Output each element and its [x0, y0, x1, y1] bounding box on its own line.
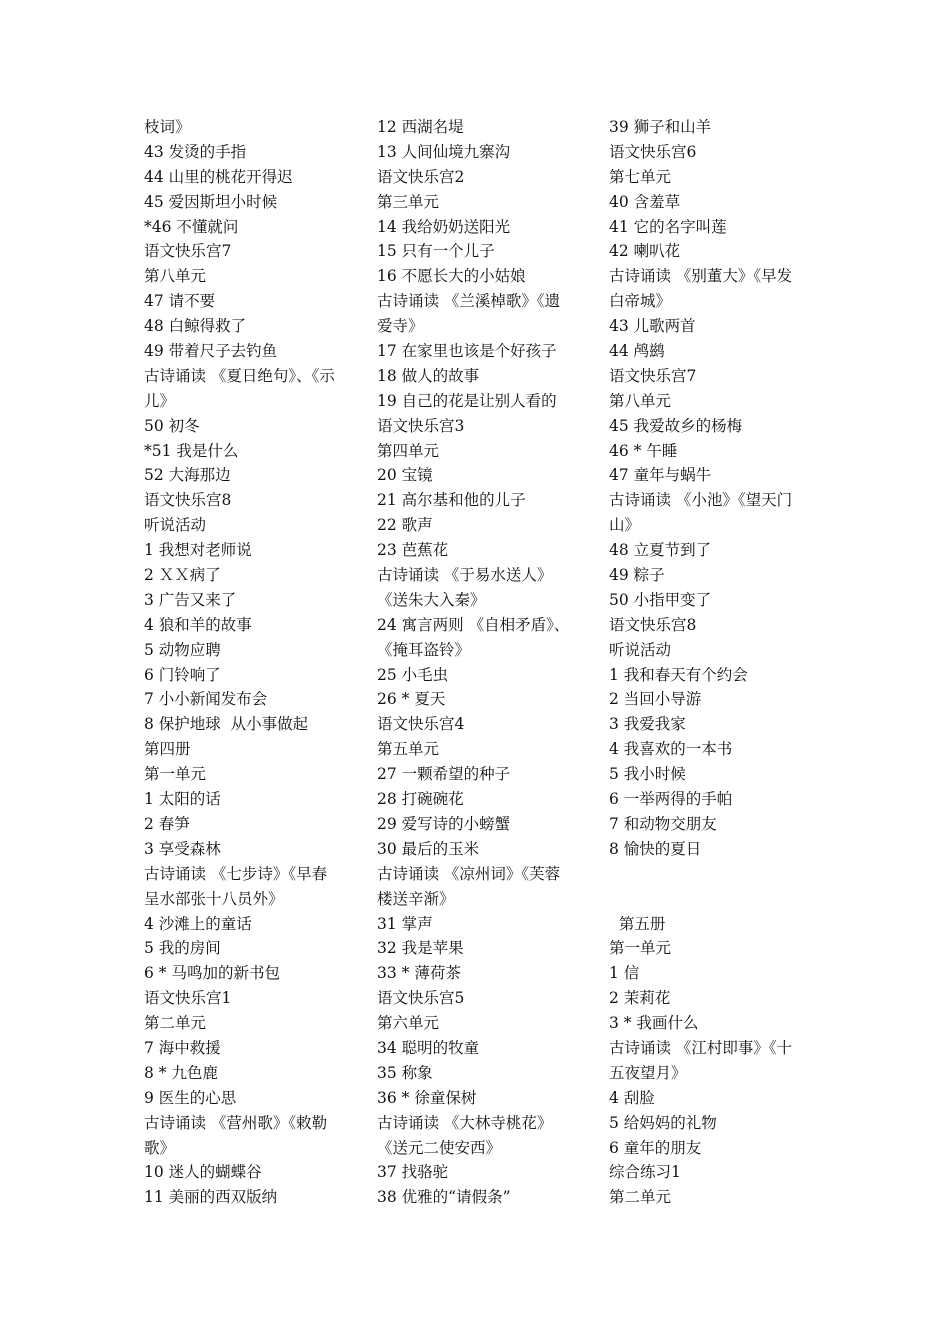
column-left [144, 115, 354, 1210]
toc-line: 44 山里的桃花开得迟 [144, 167, 293, 186]
toc-line: 3 广告又来了 [144, 590, 237, 609]
toc-line: 10 迷人的蝴蝶谷 [144, 1163, 262, 1182]
toc-line: 古诗诵读 《七步诗》《早春 [144, 864, 328, 883]
toc-line: 1 信 [609, 964, 640, 983]
toc-line: 5 我的房间 [144, 939, 221, 958]
toc-line: 7 和动物交朋友 [609, 814, 717, 833]
toc-line: 18 做人的故事 [377, 366, 480, 385]
toc-line: 呈水部张十八员外》 [144, 889, 284, 908]
toc-line: 34 聪明的牧童 [377, 1038, 480, 1057]
toc-line: 第八单元 [144, 267, 207, 286]
toc-line: 12 西湖名堤 [377, 118, 464, 136]
toc-line: *51 我是什么 [144, 441, 239, 460]
toc-line: 听说活动 [144, 516, 207, 535]
toc-line: 5 动物应聘 [144, 640, 221, 659]
toc-line: 语文快乐宫8 [144, 491, 232, 510]
toc-line: 楼送辛渐》 [377, 889, 455, 908]
toc-line: 23 芭蕉花 [377, 541, 449, 560]
column-middle [377, 115, 587, 1210]
toc-line: 6 门铃响了 [144, 665, 221, 684]
toc-line: 古诗诵读 《于易水送人》 [377, 566, 553, 585]
toc-line: 语文快乐宫1 [144, 989, 232, 1008]
toc-line: 综合练习1 [609, 1163, 681, 1182]
toc-line: 枝词》 [144, 118, 191, 136]
toc-line: 4 刮脸 [609, 1088, 655, 1107]
toc-line: 《送朱大入秦》 [377, 590, 486, 609]
toc-line: 语文快乐宫3 [377, 416, 465, 435]
toc-line: 第七单元 [609, 167, 672, 186]
toc-line: 4 狼和羊的故事 [144, 615, 252, 634]
toc-line: 3 享受森林 [144, 839, 221, 858]
toc-line: 6 * 马鸣加的新书包 [144, 964, 280, 983]
toc-line: 儿》 [144, 391, 176, 410]
toc-line: 33 * 薄荷茶 [377, 964, 461, 983]
toc-line: 19 自己的花是让别人看的 [377, 391, 557, 410]
toc-line: 47 请不要 [144, 292, 216, 311]
column-right [609, 115, 819, 1210]
toc-line: 古诗诵读 《别董大》《早发 [609, 267, 793, 286]
toc-line: 古诗诵读 《江村即事》《十 [609, 1038, 793, 1057]
toc-line: 35 称象 [377, 1063, 433, 1082]
toc-line: 49 带着尺子去钓鱼 [144, 342, 278, 361]
toc-line: 语文快乐宫5 [377, 989, 465, 1008]
toc-line: 38 优雅的“请假条” [377, 1188, 511, 1207]
toc-line: 9 医生的心思 [144, 1088, 237, 1107]
toc-line: 46 * 午睡 [609, 441, 678, 460]
toc-line: 6 童年的朋友 [609, 1138, 702, 1157]
toc-line: 听说活动 [609, 640, 672, 659]
toc-line: 48 立夏节到了 [609, 541, 712, 560]
toc-line: 21 高尔基和他的儿子 [377, 491, 526, 510]
toc-line: 1 我和春天有个约会 [609, 665, 748, 684]
toc-line: 白帝城》 [609, 292, 672, 311]
toc-line: 32 我是苹果 [377, 939, 464, 958]
toc-line: 16 不愿长大的小姑娘 [377, 267, 526, 286]
toc-line: 52 大海那边 [144, 466, 231, 485]
toc-line: 3 * 我画什么 [609, 1014, 699, 1033]
toc-line: 语文快乐宫7 [609, 366, 697, 385]
toc-line: 第六单元 [377, 1014, 440, 1033]
toc-line: 2 ＸＸ病了 [144, 566, 221, 585]
toc-line: 2 茉莉花 [609, 989, 671, 1008]
toc-line: 古诗诵读 《夏日绝句》、《示 [144, 366, 335, 385]
toc-line: 44 鸬鹚 [609, 342, 665, 361]
toc-line: 2 春笋 [144, 814, 190, 833]
toc-line: 2 当回小导游 [609, 690, 702, 709]
toc-line: 第五单元 [377, 740, 440, 759]
toc-line: 27 一颗希望的种子 [377, 765, 511, 784]
toc-line: 5 给妈妈的礼物 [609, 1113, 717, 1132]
toc-line: 语文快乐宫8 [609, 615, 697, 634]
toc-line: 古诗诵读 《营州歌》《敕勒 [144, 1113, 328, 1132]
toc-line: 语文快乐宫7 [144, 242, 232, 261]
toc-line: 39 狮子和山羊 [609, 118, 712, 136]
toc-line [609, 887, 819, 912]
toc-line: 26 * 夏天 [377, 690, 446, 709]
toc-line: 25 小毛虫 [377, 665, 449, 684]
toc-line: 14 我给奶奶送阳光 [377, 217, 511, 236]
toc-line: 36 * 徐童保树 [377, 1088, 477, 1107]
toc-line: 50 小指甲变了 [609, 590, 712, 609]
toc-line: 30 最后的玉米 [377, 839, 480, 858]
toc-line: 第三单元 [377, 192, 440, 211]
toc-line: 1 我想对老师说 [144, 541, 252, 560]
toc-line: 山》 [609, 516, 641, 535]
toc-line: 24 寓言两则 《自相矛盾》、 [377, 615, 570, 634]
toc-line: 第四册 [144, 740, 191, 759]
toc-line: 爱寺》 [377, 317, 424, 336]
toc-line: 17 在家里也该是个好孩子 [377, 342, 557, 361]
toc-line: 第二单元 [609, 1188, 672, 1207]
toc-line [609, 862, 819, 887]
toc-line: 古诗诵读 《大林寺桃花》 [377, 1113, 553, 1132]
toc-line: 40 含羞草 [609, 192, 681, 211]
toc-line: 41 它的名字叫莲 [609, 217, 727, 236]
toc-line: 歌》 [144, 1138, 176, 1157]
toc-line: 语文快乐宫6 [609, 142, 697, 161]
toc-line: 4 沙滩上的童话 [144, 914, 252, 933]
toc-line: 6 一举两得的手帕 [609, 790, 733, 809]
toc-line: 语文快乐宫2 [377, 167, 465, 186]
toc-line: 古诗诵读 《兰溪棹歌》《遗 [377, 292, 561, 311]
toc-line: 5 我小时候 [609, 765, 686, 784]
toc-line: 《掩耳盗铃》 [377, 640, 471, 659]
toc-line: 47 童年与蜗牛 [609, 466, 712, 485]
toc-line: 42 喇叭花 [609, 242, 681, 261]
toc-line: 第二单元 [144, 1014, 207, 1033]
toc-line: 4 我喜欢的一本书 [609, 740, 733, 759]
toc-line: 五夜望月》 [609, 1063, 687, 1082]
toc-line: 语文快乐宫4 [377, 715, 465, 734]
toc-line: 8 保护地球 从小事做起 [144, 715, 309, 734]
toc-line: 13 人间仙境九寨沟 [377, 142, 511, 161]
toc-line: 古诗诵读 《小池》《望天门 [609, 491, 793, 510]
toc-line: 43 发烫的手指 [144, 142, 247, 161]
toc-line: *46 不懂就问 [144, 217, 239, 236]
toc-line: 第一单元 [609, 939, 672, 958]
toc-line: 3 我爱我家 [609, 715, 686, 734]
toc-line: 《送元二使安西》 [377, 1138, 502, 1157]
toc-line: 8 愉快的夏日 [609, 839, 702, 858]
toc-line: 37 找骆驼 [377, 1163, 449, 1182]
toc-line: 8 * 九色鹿 [144, 1063, 218, 1082]
toc-line: 48 白鲸得救了 [144, 317, 247, 336]
toc-line: 31 掌声 [377, 914, 433, 933]
toc-line: 11 美丽的西双版纳 [144, 1188, 278, 1207]
toc-line: 45 爱因斯坦小时候 [144, 192, 278, 211]
toc-line: 15 只有一个儿子 [377, 242, 495, 261]
toc-line: 49 粽子 [609, 566, 665, 585]
toc-line: 29 爱写诗的小螃蟹 [377, 814, 511, 833]
toc-line: 第五册 [609, 914, 666, 933]
toc-line: 7 海中救援 [144, 1038, 221, 1057]
toc-line: 45 我爱故乡的杨梅 [609, 416, 743, 435]
toc-line: 第一单元 [144, 765, 207, 784]
toc-line: 20 宝镜 [377, 466, 433, 485]
toc-line: 第四单元 [377, 441, 440, 460]
toc-line: 第八单元 [609, 391, 672, 410]
toc-line: 7 小小新闻发布会 [144, 690, 268, 709]
toc-line: 22 歌声 [377, 516, 433, 535]
toc-line: 28 打碗碗花 [377, 790, 464, 809]
toc-line: 50 初冬 [144, 416, 200, 435]
toc-line: 1 太阳的话 [144, 790, 221, 809]
toc-line: 43 儿歌两首 [609, 317, 696, 336]
toc-line: 古诗诵读 《凉州词》《芙蓉 [377, 864, 561, 883]
